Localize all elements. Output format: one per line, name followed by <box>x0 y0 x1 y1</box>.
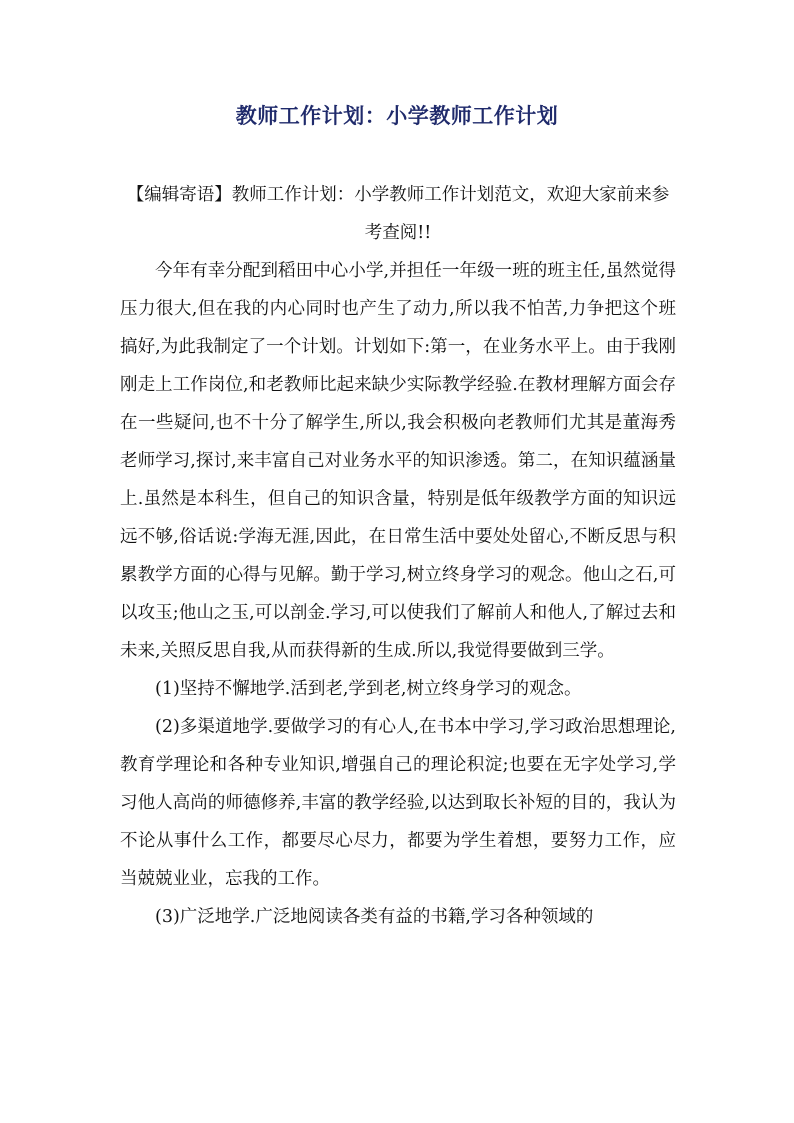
editor-note: 【编辑寄语】教师工作计划：小学教师工作计划范文，欢迎大家前来参考查阅!! <box>126 185 670 243</box>
paragraph-intro: 今年有幸分配到稻田中心小学,并担任一年级一班的班主任,虽然觉得压力很大,但在我的内心同时也产生了动力,所以我不怕苦,力争把这个班搞好,为此我制定了一个计划。计划如下:第一，在业务水平上。由于我刚刚走上工作岗位,和老教师比起来缺少实际教学经验.在教材理解方面会存在一些疑问,也不十分了解学生,所以,我会积极向老教师们尤其是董海秀老师学习,探讨,来丰富自己对业务水平的知识渗透。第二，在知识蕴涵量上.虽然是本科生，但自己的知识含量，特别是低年级教学方面的知识远远不够,俗话说:学海无涯,因此，在日常生活中要处处留心,不断反思与积累教学方面的心得与见解。勤于学习,树立终身学习的观念。他山之石,可以攻玉;他山之玉,可以剖金.学习,可以使我们了解前人和他人,了解过去和未来,关照反思自我,从而获得新的生成.所以,我觉得要做到三学。 <box>120 261 676 661</box>
paragraph-point-1: (1)坚持不懈地学.活到老,学到老,树立终身学习的观念。 <box>155 679 582 699</box>
paragraph-point-2: (2)多渠道地学.要做学习的有心人,在书本中学习,学习政治思想理论,教育学理论和各种专业知识,增强自己的理论积淀;也要在无字处学习,学习他人高尚的师德修养,丰富的教学经验,以达到取长补短的目的，我认为不论从事什么工作，都要尽心尽力，都要为学生着想，要努力工作，应当兢兢业业，忘我的工作。 <box>120 717 676 889</box>
paragraph-point-3: (3)广泛地学.广泛地阅读各类有益的书籍,学习各种领域的 <box>155 907 594 927</box>
document-title: 教师工作计划：小学教师工作计划 <box>235 103 559 128</box>
document-body <box>120 176 676 936</box>
